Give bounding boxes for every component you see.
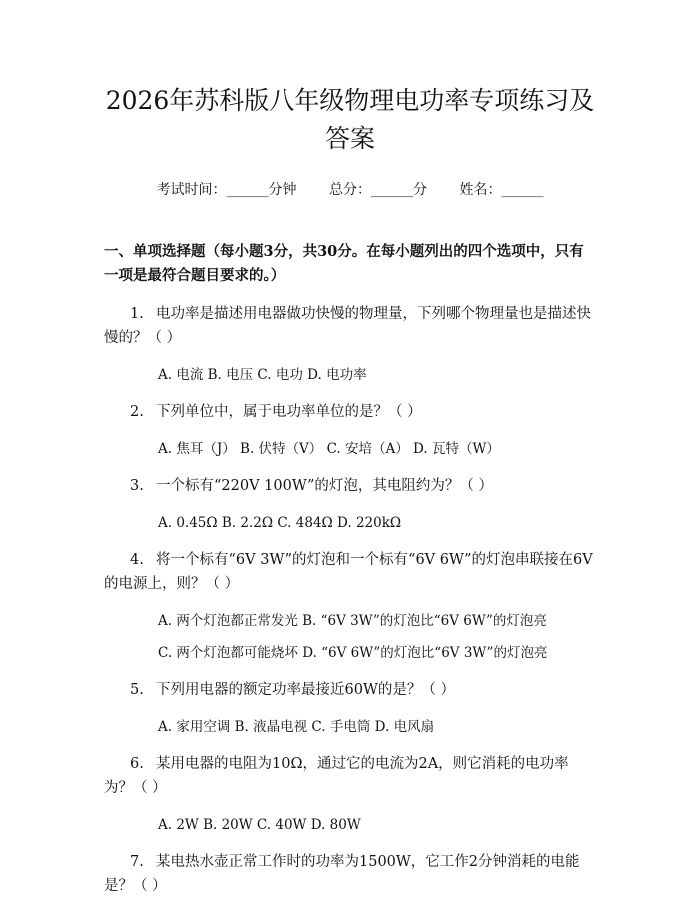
question-text <box>104 752 596 800</box>
question-number: 6. <box>130 756 144 772</box>
option-line: C. 两个灯泡都可能烧坏 D. “6V 6W”的灯泡比“6V 3W”的灯泡亮 <box>158 645 548 661</box>
option-line: A. 电流 B. 电压 C. 电功 D. 电功率 <box>158 367 367 383</box>
question-options <box>104 610 596 664</box>
question-4 <box>104 548 596 664</box>
section-heading: 一、单项选择题（每小题3分，共30分。在每小题列出的四个选项中，只有一项是最符合题目要求的。） <box>104 243 584 284</box>
question-3 <box>104 474 596 534</box>
question-stem: 某电热水壶正常工作时的功率为1500W，它工作2分钟消耗的电能是？（ ） <box>104 854 580 894</box>
question-7 <box>104 850 596 898</box>
question-text <box>104 474 596 498</box>
option-line: A. 焦耳（J） B. 伏特（V） C. 安培（A） D. 瓦特（W） <box>158 441 500 457</box>
option-line: A. 家用空调 B. 液晶电视 C. 手电筒 D. 电风扇 <box>158 719 435 735</box>
question-options <box>104 438 596 460</box>
question-text <box>104 302 596 350</box>
question-stem: 下列用电器的额定功率最接近60W的是？（ ） <box>156 682 455 698</box>
question-1 <box>104 302 596 386</box>
question-options <box>104 814 596 836</box>
question-number: 5. <box>130 682 144 698</box>
question-text <box>104 400 596 424</box>
exam-time-field: 考试时间：______分钟 <box>156 182 297 198</box>
question-text <box>104 850 596 898</box>
question-number: 3. <box>130 478 144 494</box>
exam-info-line <box>104 180 596 200</box>
question-stem: 将一个标有“6V 3W”的灯泡和一个标有“6V 6W”的灯泡串联接在6V的电源上，则？（ ） <box>104 552 593 592</box>
question-2 <box>104 400 596 460</box>
question-6 <box>104 752 596 836</box>
question-list <box>104 302 596 898</box>
option-line: A. 2W B. 20W C. 40W D. 80W <box>158 817 361 833</box>
question-number: 7. <box>130 854 144 870</box>
question-number: 1. <box>130 306 144 322</box>
question-stem: 一个标有“220V 100W”的灯泡，其电阻约为？（ ） <box>156 478 494 494</box>
question-text <box>104 548 596 596</box>
question-number: 4. <box>130 552 144 568</box>
question-stem: 某用电器的电阻为10Ω，通过它的电流为2A，则它消耗的电功率为？（ ） <box>104 756 569 796</box>
name-field: 姓名：______ <box>459 182 544 198</box>
document-title: 2026年苏科版八年级物理电功率专项练习及答案 <box>105 86 595 153</box>
question-options <box>104 716 596 738</box>
question-stem: 下列单位中，属于电功率单位的是？（ ） <box>156 404 422 420</box>
option-line: A. 两个灯泡都正常发光 B. “6V 3W”的灯泡比“6V 6W”的灯泡亮 <box>158 613 547 629</box>
option-line: A. 0.45Ω B. 2.2Ω C. 484Ω D. 220kΩ <box>158 515 402 531</box>
total-score-field: 总分：______分 <box>329 182 427 198</box>
question-text <box>104 678 596 702</box>
question-5 <box>104 678 596 738</box>
question-options <box>104 364 596 386</box>
question-number: 2. <box>130 404 144 420</box>
question-stem: 电功率是描述用电器做功快慢的物理量，下列哪个物理量也是描述快慢的？（ ） <box>104 306 591 346</box>
question-options <box>104 512 596 534</box>
